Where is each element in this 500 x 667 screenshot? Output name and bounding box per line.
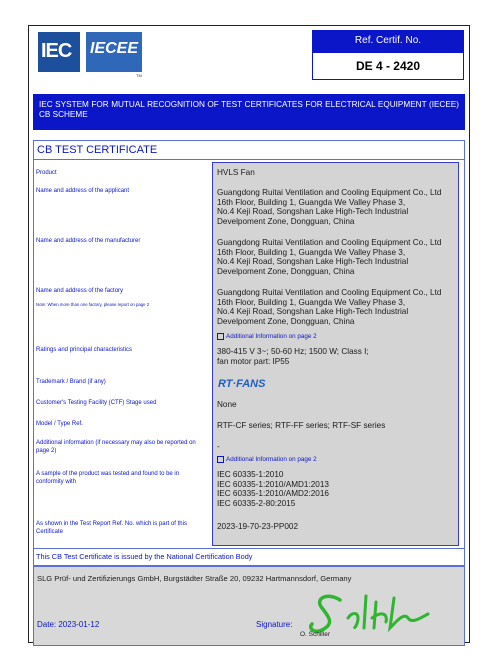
factory-label-text: Name and address of the factory (36, 288, 124, 294)
date-label: Date: (37, 620, 57, 629)
signature-label: Signature: (256, 620, 293, 629)
rt-fans-logo-text: RT·FANS (218, 378, 266, 390)
factory-line: Develpoment Zone, Dongguan, China (217, 317, 355, 327)
manufacturer-label: Name and address of the manufacturer (36, 238, 141, 244)
checkbox-icon[interactable] (217, 333, 224, 340)
factory-line: No.4 Keji Road, Songshan Lake High-Tech Industrial (217, 307, 409, 317)
signatory-name: O. Schiller (300, 631, 330, 638)
report-value: 2023-19-70-23-PP002 (217, 522, 299, 531)
manufacturer-line: Guangdong Ruitai Ventilation and Cooling Equipment Co., Ltd (217, 238, 442, 247)
report-label: As shown in the Test Report Ref. No. which is part of this Certificate (36, 521, 187, 535)
factory-line: 16th Floor, Building 1, Guangda We Valley Phase 3, (217, 297, 406, 307)
manufacturer-line: 16th Floor, Building 1, Guangda We Valley Phase 3, (217, 247, 406, 257)
trademark-label: Trademark / Brand (if any) (36, 379, 106, 385)
sample-label: A sample of the product was tested and found to be in conformity with (36, 471, 180, 485)
product-label: Product (36, 170, 57, 176)
ctf-label: Customer's Testing Facility (CTF) Stage used (36, 400, 157, 406)
standard-line: IEC 60335-2-80:2015 (217, 499, 296, 509)
checkbox-icon[interactable] (217, 456, 224, 463)
iecee-logo (86, 32, 142, 72)
applicant-label: Name and address of the applicant (36, 188, 130, 194)
issuer-address: SLG Prüf- und Zertifizierungs GmbH, Burgstädter Straße 20, 09232 Hartmannsdorf, Germany (37, 574, 352, 583)
certificate-title: CB TEST CERTIFICATE (37, 144, 158, 156)
manufacturer-address (217, 238, 457, 277)
ratings-label: Ratings and principal characteristics (36, 347, 133, 353)
sample-standards (217, 470, 457, 509)
title-divider (33, 159, 465, 160)
iec-logo (38, 32, 80, 72)
standard-line: IEC 60335-1:2010 (217, 470, 284, 479)
iec-logo-text: IEC (41, 40, 72, 62)
tm-mark: TM (136, 73, 142, 78)
ratings-value (217, 347, 457, 366)
iecee-logo-text: IECEE (90, 40, 139, 57)
date-field (37, 620, 99, 629)
factory-label (36, 288, 211, 307)
applicant-line: Guangdong Ruitai Ventilation and Cooling Equipment Co., Ltd (217, 188, 442, 197)
standard-line: IEC 60335-1:2010/AMD1:2013 (217, 479, 329, 489)
applicant-address (217, 188, 457, 227)
model-value: RTF-CF series; RTF-FF series; RTF-SF series (217, 421, 386, 430)
factory-note: Note: When more than one factory, please report on page 2 (36, 301, 150, 307)
model-label: Model / Type Ref. (36, 421, 83, 427)
additional-info-label: Additional Information on page 2 (226, 456, 317, 464)
issued-statement: This CB Test Certificate is issued by the National Certification Body (36, 552, 253, 561)
manufacturer-line: No.4 Keji Road, Songshan Lake High-Tech Industrial (217, 257, 409, 267)
rt-fans-logo (217, 376, 279, 390)
date-value: 2023-01-12 (58, 620, 100, 629)
scheme-banner: IEC SYSTEM FOR MUTUAL RECOGNITION OF TEST CERTIFICATES FOR ELECTRICAL EQUIPMENT (IECEE) CB SCHEME (33, 94, 465, 130)
bottom-divider (33, 548, 465, 549)
manufacturer-line: Develpoment Zone, Dongguan, China (217, 267, 355, 277)
factory-line: Guangdong Ruitai Ventilation and Cooling Equipment Co., Ltd (217, 288, 442, 297)
applicant-line: No.4 Keji Road, Songshan Lake High-Tech Industrial (217, 207, 409, 217)
ctf-value: None (217, 400, 237, 409)
additional-label: Additional information (if necessary may also be reported on page 2) (36, 440, 196, 454)
ratings-line: fan motor part: IP55 (217, 356, 290, 366)
applicant-line: 16th Floor, Building 1, Guangda We Valley Phase 3, (217, 197, 406, 207)
additional-value: - (217, 442, 220, 451)
factory-address (217, 288, 457, 327)
ref-label: Ref. Certif. No. (312, 30, 464, 52)
ref-number: DE 4 - 2420 (312, 52, 464, 80)
standard-line: IEC 60335-1:2010/AMD2:2016 (217, 489, 329, 499)
applicant-line: Develpoment Zone, Dongguan, China (217, 217, 355, 227)
product-value: HVLS Fan (217, 168, 255, 177)
factory-additional-info[interactable] (217, 333, 317, 340)
ratings-line: 380-415 V 3~; 50-60 Hz; 1500 W; Class I; (217, 347, 369, 356)
additional-info-link[interactable] (217, 456, 317, 463)
factory-additional-info-label: Additional Information on page 2 (226, 333, 317, 341)
